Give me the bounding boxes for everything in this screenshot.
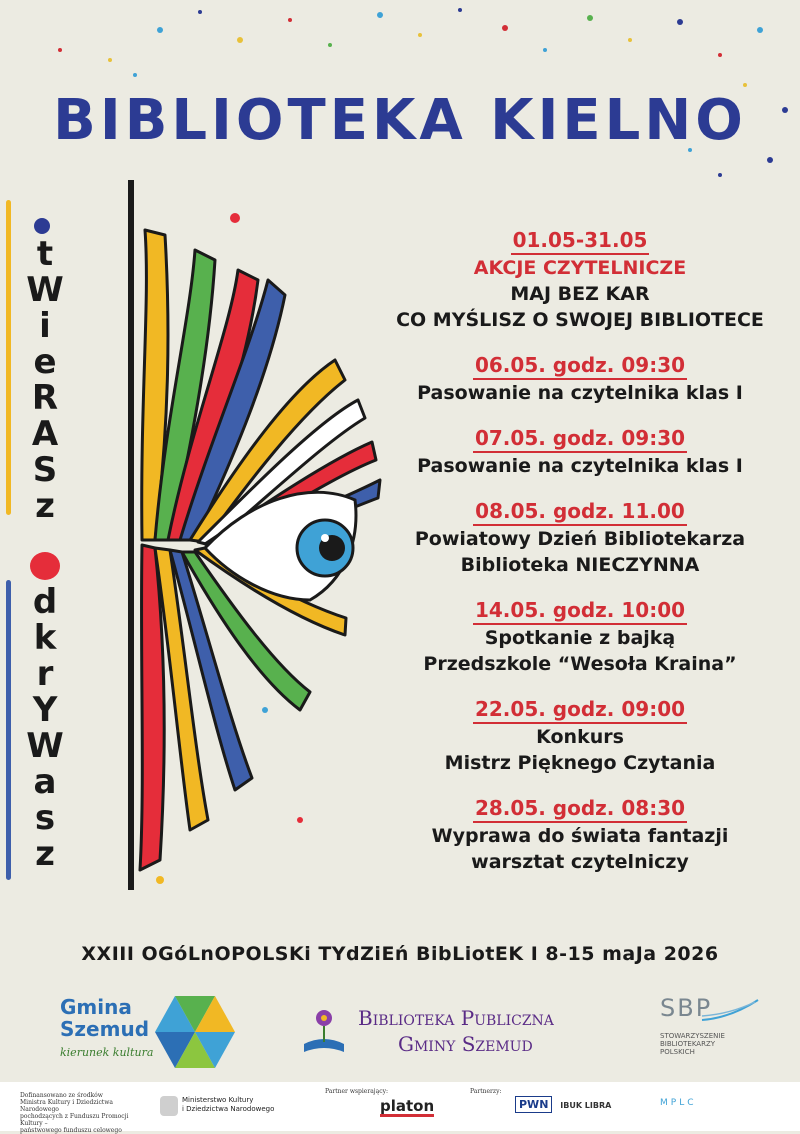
red-dot-icon [30,552,60,580]
event-line: MAJ BEZ KAR [510,283,650,305]
event-line: warsztat czytelniczy [471,851,689,873]
gmina-szemud-logo: Gmina Szemud kierunek kultura [60,996,250,1076]
event-date: 06.05. godz. 09:30 [473,353,687,380]
book-eye-illustration [110,180,400,900]
platon-logo: platon [380,1097,435,1115]
flower-book-icon [300,1004,348,1056]
partner-label: Partner wspierający: [325,1088,388,1095]
sbp-swoosh-icon [700,998,760,1022]
event-date: 07.05. godz. 09:30 [473,426,687,453]
event-line: Przedszkole “Wesoła Kraina” [423,653,737,675]
pwn-logo: PWN IBUK LIBRA [515,1098,611,1111]
event-line: Konkurs [536,726,624,748]
event-date: 28.05. godz. 08:30 [473,796,687,823]
event-line: Biblioteka NIECZYNNA [460,554,700,576]
eye-dot-icon [34,218,50,234]
event-date: 22.05. godz. 09:00 [473,697,687,724]
page-title: BIBLIOTEKA KIELNO [53,88,747,153]
vertical-bar-blue [6,580,11,880]
mplc-logo: MPLC [660,1098,697,1108]
sponsors-strip [0,1082,800,1134]
event-item [380,796,780,875]
vertical-word-otwierasz: t W i e R A S z [26,234,64,526]
funding-note: Dofinansowano ze środków Ministra Kultury i Dziedzictwa Narodowego pochodzących z Funduszu Promocji Kultury – państwowego funduszu celowego [20,1092,129,1134]
partners-label: Partnerzy: [470,1088,502,1095]
vertical-bar-yellow [6,200,11,515]
event-line: CO MYŚLISZ O SWOJEJ BIBLIOTECE [396,309,764,331]
event-line: Pasowanie na czytelnika klas I [417,455,743,477]
library-week-banner: XXIII OGóLnOPOLSKi TYdZiEń BibLiotEK I 8-15 maJa 2026 [81,943,719,965]
triangle-mosaic-icon [155,996,235,1068]
ministry-logo: Ministerstwo Kultury i Dziedzictwa Narodowego [182,1096,275,1113]
event-line: AKCJE CZYTELNICZE [473,257,687,279]
event-line: Wyprawa do świata fantazji [431,825,729,847]
event-line: Pasowanie na czytelnika klas I [417,382,743,404]
sbp-logo: SBP STOWARZYSZENIE BIBLIOTEKARZY POLSKICH [660,994,770,1080]
logos-row [0,990,800,1080]
event-date: 01.05-31.05 [511,228,650,255]
event-line: Spotkanie z bajką [484,627,676,649]
biblioteka-publiczna-logo: Biblioteka Publiczna Gminy Szemud [300,1004,600,1064]
event-item [380,697,780,776]
event-item [380,228,780,333]
event-item [380,499,780,578]
event-line: Mistrz Pięknego Czytania [444,752,716,774]
event-item [380,353,780,406]
event-item [380,426,780,479]
eagle-emblem-icon [160,1096,178,1116]
event-date: 14.05. godz. 10:00 [473,598,687,625]
events-list [380,228,780,895]
vertical-word-odkrywasz: d k r Y W a s z [26,582,64,874]
event-date: 08.05. godz. 11.00 [473,499,687,526]
event-item [380,598,780,677]
event-line: Powiatowy Dzień Bibliotekarza [414,528,746,550]
